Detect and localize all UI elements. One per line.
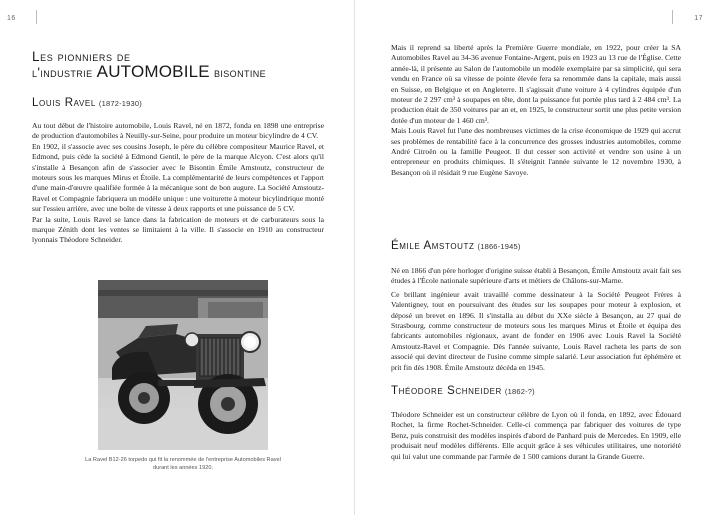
- vintage-car-photo: [98, 280, 268, 450]
- right-page: [355, 0, 709, 515]
- ravel-text: [32, 121, 324, 246]
- paragraph: En 1902, il s'associe avec ses cousins Joseph, le père du célèbre compositeur Maurice Ravel, et Edmond, puis cède la société à Edmond Gentil, le père de la marque Alcyon. C'est alors qu'il s'installe à Besançon afin de s'associer avec le Bisontin Émile Amstoutz, constructeur de moteurs sous les marques Mirus et Étoile. La complémentarité de leurs compétences et l'apport d'une main-d'œuvre qualifiée formée à la mécanique sont de bon augure. La Société Amstoutz-Ravel et Compagnie fabriquera un modèle unique : une voiturette à moteur bicylindrique monté sur l'essieu arrière, avec une boîte de vitesse à deux rapports et une puissance de 5 CV.: [32, 141, 324, 214]
- title-emphasis: AUTOMOBILE: [96, 62, 210, 81]
- car-illustration: [98, 280, 268, 450]
- section-heading-schneider: [391, 385, 535, 397]
- page-number-right: 17: [694, 15, 703, 22]
- title-prefix: l'industrie: [32, 65, 93, 80]
- section-dates: (1866-1945): [477, 242, 521, 251]
- paragraph: Mais il reprend sa liberté après la Première Guerre mondiale, en 1922, pour créer la SA Automobiles Ravel au 34-36 avenue Fontaine-Argent, puis en 1923 au 13 rue de l'Église. Cette année-là, il présente au Salon de l'automobile un modèle exemplaire par sa simplicité, qui sera vendu en France où sa vitesse de pointe élevée fera sa renommée dans la capitale, mais aussi en Suisse, en Belgique et en Angleterre. Il s'agissait d'une voiture à 4 cylindres équipée d'un moteur de 2 297 cm³ à soupapes en tête, dont la puissance fut portée plus tard à 2 484 cm³. La production était de 350 voitures par an et, en 1925, le constructeur sortit une plus petite version dotée d'un moteur de 1 460 cm³.: [391, 43, 681, 125]
- section-dates: (1872-1930): [98, 99, 142, 108]
- paragraph: Né en 1866 d'un père horloger d'origine suisse établi à Besançon, Émile Amstoutz avait fait ses études à l'École nationale supérieure d'arts et métiers de Châlons-sur-Marne.: [391, 266, 681, 286]
- title-line-1: Les pionniers de: [32, 49, 131, 64]
- title-suffix: bisontine: [213, 65, 267, 80]
- paragraph: Théodore Schneider est un constructeur célèbre de Lyon où il fonda, en 1892, avec Édouard Rochet, la firme Rochet-Schneider. Celle-ci commença par fabriquer des voitures de type Benz, puis construisit des modèles inspirés d'abord de Panhard puis de Mercedes. En 1909, elle produisait neuf modèles différents. Elle acquit grâce à ses véhicules utilitaires, une notoriété qui lui valut une commande par l'armée de 1 500 camions durant la Grande Guerre.: [391, 410, 681, 461]
- ravel-continued-text: [391, 43, 681, 178]
- paragraph: Au tout début de l'histoire automobile, Louis Ravel, né en 1872, fonda en 1898 une entreprise de production d'automobiles à Neuilly-sur-Seine, pour produire un moteur bicylindre de 4 CV.: [32, 121, 324, 141]
- schneider-text: [391, 410, 681, 462]
- photo-caption: La Ravel B12-26 torpedo qui fit la renommée de l'entreprise Automobiles Ravel durant les années 1920.: [85, 457, 281, 471]
- section-heading-ravel: [32, 97, 142, 109]
- title-line-2: [32, 64, 332, 80]
- section-heading-amstoutz: [391, 240, 521, 252]
- paragraph: Ce brillant ingénieur avait travaillé comme dessinateur à la Société Peugeot Frères à Valentigney, tout en poursuivant des études sur les soupapes pour moteur à explosion, et déposé un brevet en 1896. Il s'installa au début du XXe siècle à Besançon, au 27 quai de Strasbourg, comme constructeur de moteurs sous les marques Mirus et Étoile et équipa des fabricants automobiles régionaux, avant de fonder en 1906 avec Louis Ravel la Société Amstoutz-Ravel et Compagnie. Dès l'année suivante, Louis Ravel racheta les parts de son associé qui devint directeur de l'usine comme simple salarié. Leur association fut éphémère et prit fin dès 1908. Émile Amstoutz décéda en 1945.: [391, 289, 681, 372]
- page-title: [32, 49, 332, 80]
- section-dates: (1862-?): [504, 387, 535, 396]
- section-name: Théodore Schneider: [391, 385, 502, 397]
- paragraph: Mais Louis Ravel fut l'une des nombreuses victimes de la crise économique de 1929 qui accrut ses problèmes de rentabilité face à la concurrence des grosses industries automobiles, comme André Citroën ou la famille Peugeot. Il dut cesser son activité et vendre son usine à un entrepreneur en produits chimiques. Il s'éteignit l'année suivante le 12 novembre 1930, à Besançon où il résidait 9 rue Eugène Savoye.: [391, 126, 681, 177]
- section-name: Louis Ravel: [32, 97, 96, 109]
- paragraph: Par la suite, Louis Ravel se lance dans la fabrication de moteurs et de carburateurs sous la marque Zénith dont les ventes se limitaient à la ville. Il s'associe en 1910 au constructeur lyonnais Théodore Schneider.: [32, 214, 324, 245]
- page-number-left: 16: [7, 15, 16, 22]
- left-page: [0, 0, 354, 515]
- section-name: Émile Amstoutz: [391, 240, 475, 252]
- amstoutz-text: [391, 266, 681, 373]
